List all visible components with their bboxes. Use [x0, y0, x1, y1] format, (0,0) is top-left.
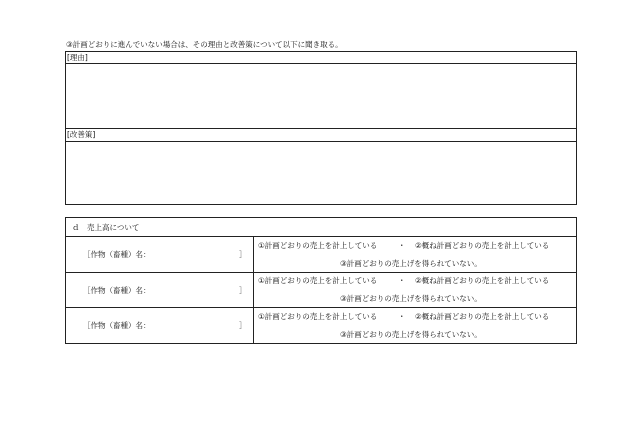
reason-label: [理由] — [67, 53, 88, 62]
option-separator: ・ — [398, 241, 406, 250]
reason-field[interactable] — [70, 68, 570, 124]
section3-instruction: ③計画どおりに進んでいない場合は、その理由と改善策について以下に聞き取る。 — [66, 40, 343, 49]
option-3[interactable]: ③計画どおりの売上げを得られていない。 — [340, 259, 482, 268]
option-3[interactable]: ③計画どおりの売上げを得られていない。 — [340, 294, 482, 303]
option-2[interactable]: ②概ね計画どおりの売上を計上している — [415, 241, 550, 250]
option-3[interactable]: ③計画どおりの売上げを得られていない。 — [340, 330, 482, 339]
column-divider — [253, 236, 254, 344]
option-1[interactable]: ①計画どおりの売上を計上している — [258, 312, 378, 321]
crop-close: ］ — [239, 286, 247, 295]
crop-label: ［作物（畜種）名： — [83, 321, 151, 330]
improvement-label: [改善策] — [67, 130, 96, 139]
crop-close: ］ — [239, 321, 247, 330]
option-2[interactable]: ②概ね計画どおりの売上を計上している — [415, 312, 550, 321]
divider — [65, 63, 577, 64]
divider — [65, 141, 577, 142]
table-row — [65, 237, 253, 272]
crop-close: ］ — [239, 250, 247, 259]
option-separator: ・ — [398, 276, 406, 285]
crop-label: ［作物（畜種）名： — [83, 250, 151, 259]
option-2[interactable]: ②概ね計画どおりの売上を計上している — [415, 276, 550, 285]
crop-label: ［作物（畜種）名： — [83, 286, 151, 295]
improvement-field[interactable] — [70, 146, 570, 200]
option-1[interactable]: ①計画どおりの売上を計上している — [258, 276, 378, 285]
table-row — [65, 273, 253, 307]
table-row — [65, 308, 253, 344]
option-separator: ・ — [398, 312, 406, 321]
sales-title: ｄ 売上高について — [72, 223, 140, 232]
option-1[interactable]: ①計画どおりの売上を計上している — [258, 241, 378, 250]
divider — [65, 128, 577, 129]
